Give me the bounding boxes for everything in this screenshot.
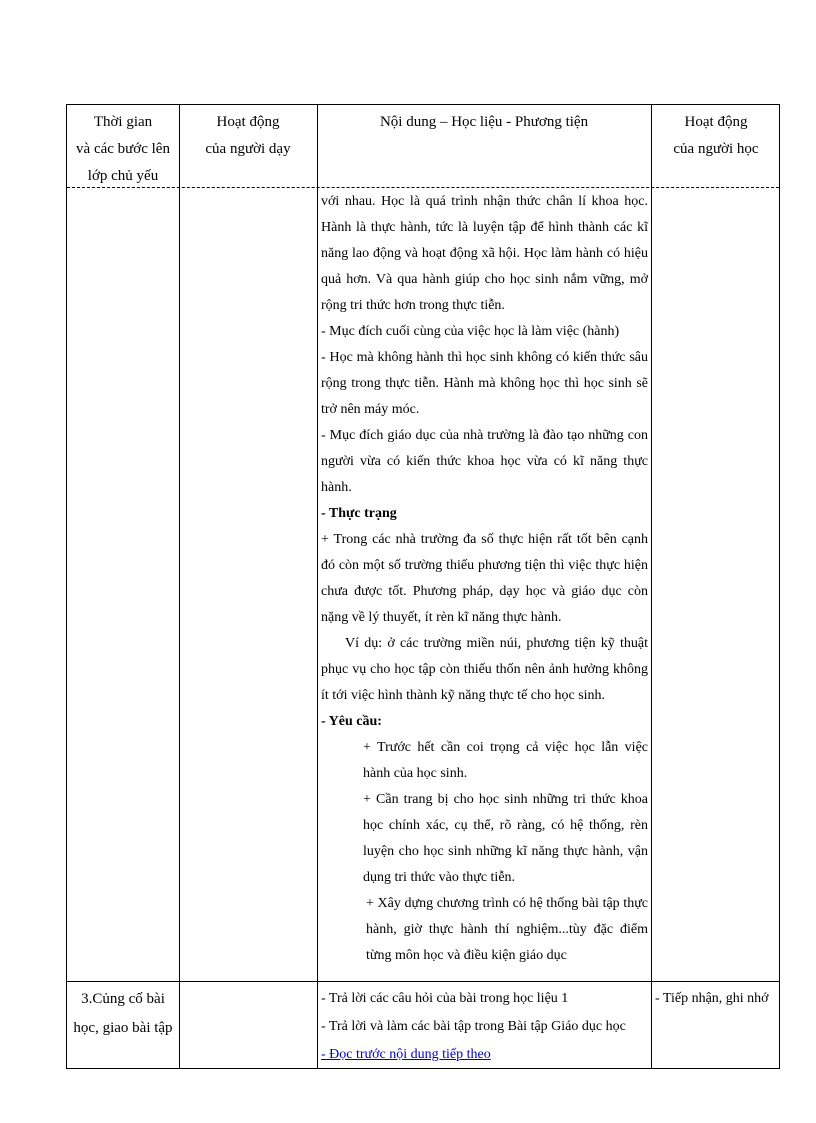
next-content-link[interactable]: - Đọc trước nội dung tiếp theo bbox=[321, 1047, 491, 1062]
paragraph: + Trong các nhà trường đa số thực hiện rất tốt bên cạnh đó còn một số trường thiếu phương tiện thì việc thực hiện chưa được tốt. Phương pháp, dạy học và giáo dục còn nặng về lý thuyết, ít rèn kĩ năng thực hành. bbox=[321, 532, 648, 625]
header-text: Hoạt động bbox=[684, 114, 748, 130]
row-divider bbox=[67, 981, 779, 982]
example-paragraph: Ví dụ: ở các trường miền núi, phương tiện kỹ thuật phục vụ cho học tập còn thiếu thốn nên ảnh hưởng không ít tới việc hình thành kỹ năng thực tế cho học sinh. bbox=[321, 636, 648, 703]
learner-activity: - Tiếp nhận, ghi nhớ bbox=[655, 991, 769, 1006]
header-learner-activity bbox=[651, 109, 781, 163]
paragraph: - Mục đích giáo dục của nhà trường là đào tạo những con người vừa có kiến thức khoa học vừa có kĩ năng thực hành. bbox=[321, 428, 648, 495]
step-label: học, giao bài tập bbox=[73, 1020, 173, 1036]
header-text: Nội dung – Học liệu - Phương tiện bbox=[379, 114, 589, 130]
assignment-item: - Trả lời các câu hỏi của bài trong học liệu 1 bbox=[321, 991, 569, 1006]
section-heading: - Thực trạng bbox=[321, 506, 397, 521]
learner-cell bbox=[651, 985, 781, 1013]
requirement-item: + Xây dựng chương trình có hệ thống bài tập thực hành, giờ thực hành thí nghiệm...tùy đặc điểm từng môn học và điều kiện giáo dục bbox=[366, 896, 648, 963]
column-divider bbox=[651, 105, 652, 1068]
header-text: của người dạy bbox=[205, 141, 291, 157]
header-text: của người học bbox=[673, 141, 759, 157]
requirement-item: + Cần trang bị cho học sinh những tri thức khoa học chính xác, cụ thể, rõ ràng, có hệ thống, rèn luyện cho học sinh những kĩ năng thực hành, vận dụng tri thức vào thực tiễn. bbox=[363, 792, 648, 885]
step-label: 3.Củng cố bài bbox=[81, 991, 165, 1007]
step-cell bbox=[67, 985, 179, 1043]
header-text: Thời gian bbox=[93, 114, 153, 130]
column-divider bbox=[179, 105, 180, 1068]
paragraph: - Học mà không hành thì học sinh không có kiến thức sâu rộng trong thực tiễn. Hành mà không học thì học sinh sẽ trở nên máy móc. bbox=[321, 350, 648, 417]
lesson-table bbox=[66, 104, 780, 1069]
header-time-steps bbox=[67, 109, 179, 190]
content-cell bbox=[317, 189, 651, 969]
section-heading: - Yêu cầu: bbox=[321, 714, 382, 729]
assignment-cell bbox=[317, 985, 651, 1069]
requirement-item: + Trước hết cần coi trọng cả việc học lẫn việc hành của học sinh. bbox=[363, 740, 648, 781]
header-text: và các bước lên bbox=[76, 141, 170, 157]
header-text: Hoạt động bbox=[216, 114, 280, 130]
paragraph: với nhau. Học là quá trình nhận thức chân lí khoa học. Hành là thực hành, tức là luyện tập để hình thành các kĩ năng lao động và hoạt động xã hội. Học làm hành có hiệu quả hơn. Và qua hành giúp cho học sinh nắm vững, mở rộng tri thức hơn trong thực tiễn. bbox=[321, 194, 648, 313]
header-text: lớp chủ yếu bbox=[87, 168, 159, 184]
paragraph: - Mục đích cuối cùng của việc học là làm việc (hành) bbox=[321, 324, 620, 339]
assignment-item: - Trả lời và làm các bài tập trong Bài tập Giáo dục học bbox=[321, 1019, 626, 1034]
header-content bbox=[317, 109, 651, 136]
header-teacher-activity bbox=[179, 109, 317, 163]
